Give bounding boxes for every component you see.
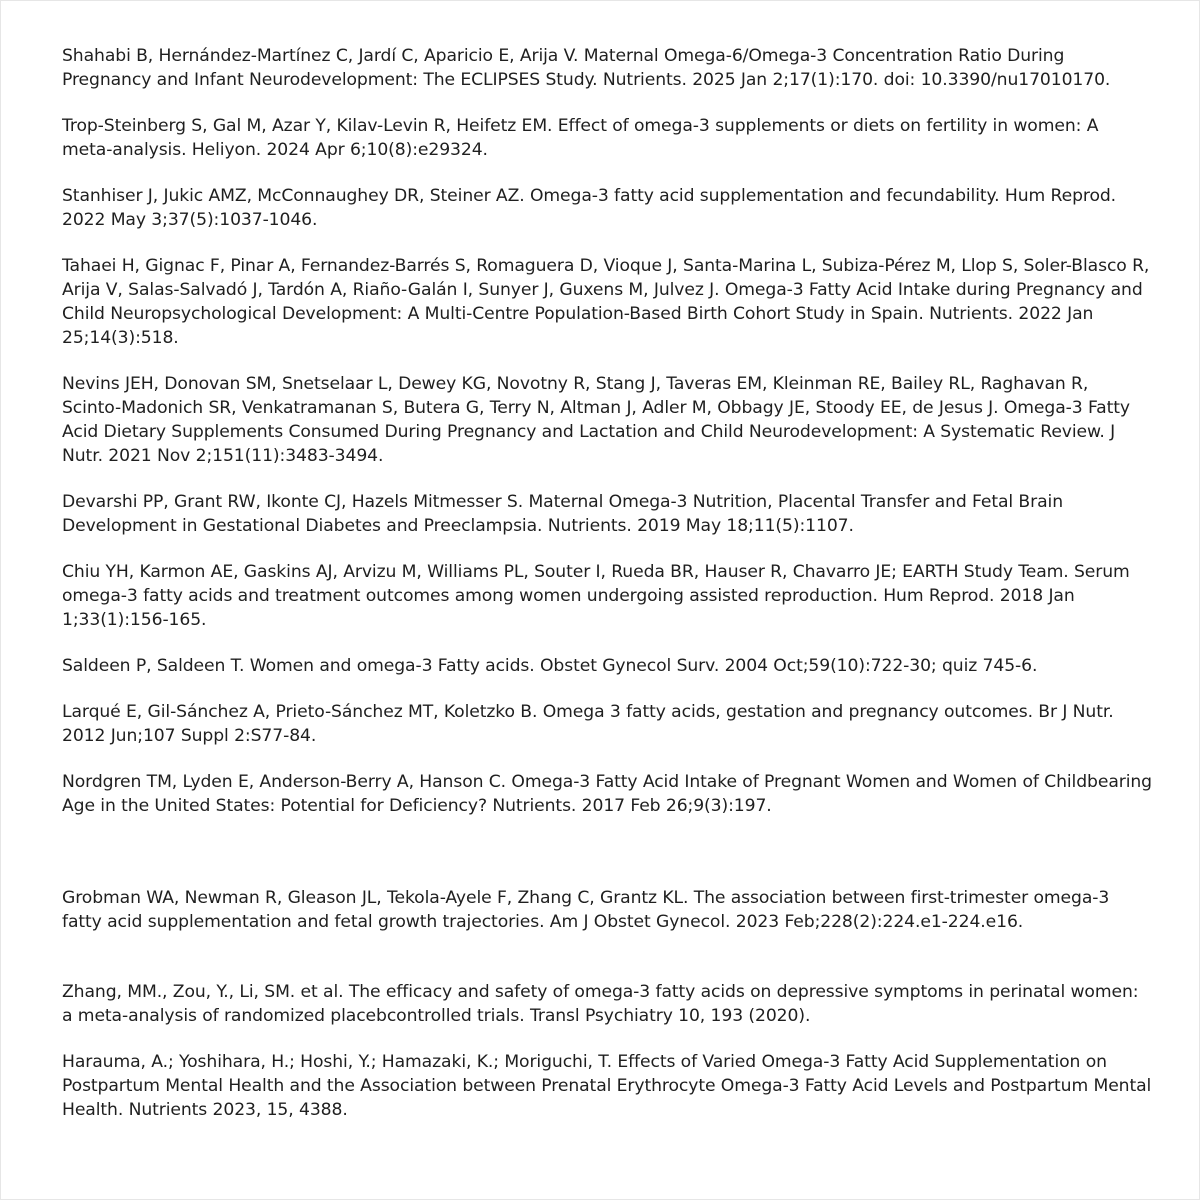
reference-item: Saldeen P, Saldeen T. Women and omega-3 Fatty acids. Obstet Gynecol Surv. 2004 Oct;59(10):722-30; quiz 745-6. bbox=[62, 656, 1038, 676]
reference-item: Larqué E, Gil-Sánchez A, Prieto-Sánchez MT, Koletzko B. Omega 3 fatty acids, gestation and pregnancy outcomes. Br J Nutr. 2012 Jun;107 Suppl 2:S77-84. bbox=[62, 702, 1114, 746]
reference-item: Stanhiser J, Jukic AMZ, McConnaughey DR, Steiner AZ. Omega-3 fatty acid supplementation and fecundability. Hum Reprod. 2022 May 3;37(5):1037-1046. bbox=[62, 186, 1117, 230]
reference-item: Grobman WA, Newman R, Gleason JL, Tekola-Ayele F, Zhang C, Grantz KL. The association between first-trimester omega-3 fatty acid supplementation and fetal growth trajectories. Am J Obstet Gynecol. 2023 Feb;228(2):224.e1-224.e16. bbox=[62, 888, 1110, 932]
reference-item: Chiu YH, Karmon AE, Gaskins AJ, Arvizu M, Williams PL, Souter I, Rueda BR, Hauser R, Chavarro JE; EARTH Study Team. Serum omega-3 fatty acids and treatment outcomes among women undergoing assisted reproduction. Hum Reprod. 2018 Jan 1;33(1):156-165. bbox=[62, 562, 1130, 630]
reference-item: Nevins JEH, Donovan SM, Snetselaar L, Dewey KG, Novotny R, Stang J, Taveras EM, Kleinman RE, Bailey RL, Raghavan R, Scinto-Madonich SR, Venkatramanan S, Butera G, Terry N, Altman J, Adler M, Obbagy JE, Stoody EE, de Jesus J. Omega-3 Fatty Acid Dietary Supplements Consumed During Pregnancy and Lactation and Child Neurodevelopment: A Systematic Review. J Nutr. 2021 Nov 2;151(11):3483-3494. bbox=[62, 374, 1130, 466]
reference-item: Nordgren TM, Lyden E, Anderson-Berry A, Hanson C. Omega-3 Fatty Acid Intake of Pregnant Women and Women of Childbearing Age in the United States: Potential for Deficiency? Nutrients. 2017 Feb 26;9(3):197. bbox=[62, 772, 1152, 816]
reference-item: Harauma, A.; Yoshihara, H.; Hoshi, Y.; Hamazaki, K.; Moriguchi, T. Effects of Varied Omega-3 Fatty Acid Supplementation on Postpartum Mental Health and the Association between Prenatal Erythrocyte Omega-3 Fatty Acid Levels and Postpartum Mental Health. Nutrients 2023, 15, 4388. bbox=[62, 1052, 1152, 1120]
reference-item: Trop-Steinberg S, Gal M, Azar Y, Kilav-Levin R, Heifetz EM. Effect of omega-3 supplements or diets on fertility in women: A meta-analysis. Heliyon. 2024 Apr 6;10(8):e29324. bbox=[62, 116, 1099, 160]
reference-item: Tahaei H, Gignac F, Pinar A, Fernandez-Barrés S, Romaguera D, Vioque J, Santa-Marina L, Subiza-Pérez M, Llop S, Soler-Blasco R, Arija V, Salas-Salvadó J, Tardón A, Riaño-Galán I, Sunyer J, Guxens M, Julvez J. Omega-3 Fatty Acid Intake during Pregnancy and Child Neuropsychological Development: A Multi-Centre Population-Based Birth Cohort Study in Spain. Nutrients. 2022 Jan 25;14(3):518. bbox=[62, 256, 1150, 348]
reference-item: Shahabi B, Hernández-Martínez C, Jardí C, Aparicio E, Arija V. Maternal Omega-6/Omega-3 Concentration Ratio During Pregnancy and Infant Neurodevelopment: The ECLIPSES Study. Nutrients. 2025 Jan 2;17(1):170. doi: 10.3390/nu17010170. bbox=[62, 46, 1111, 90]
reference-item: Devarshi PP, Grant RW, Ikonte CJ, Hazels Mitmesser S. Maternal Omega-3 Nutrition, Placental Transfer and Fetal Brain Development in Gestational Diabetes and Preeclampsia. Nutrients. 2019 May 18;11(5):1107. bbox=[62, 492, 1063, 536]
reference-item: Zhang, MM., Zou, Y., Li, SM. et al. The efficacy and safety of omega-3 fatty acids on depressive symptoms in perinatal women: a meta-analysis of randomized placebcontrolled trials. Transl Psychiatry 10, 193 (2020). bbox=[62, 982, 1139, 1026]
